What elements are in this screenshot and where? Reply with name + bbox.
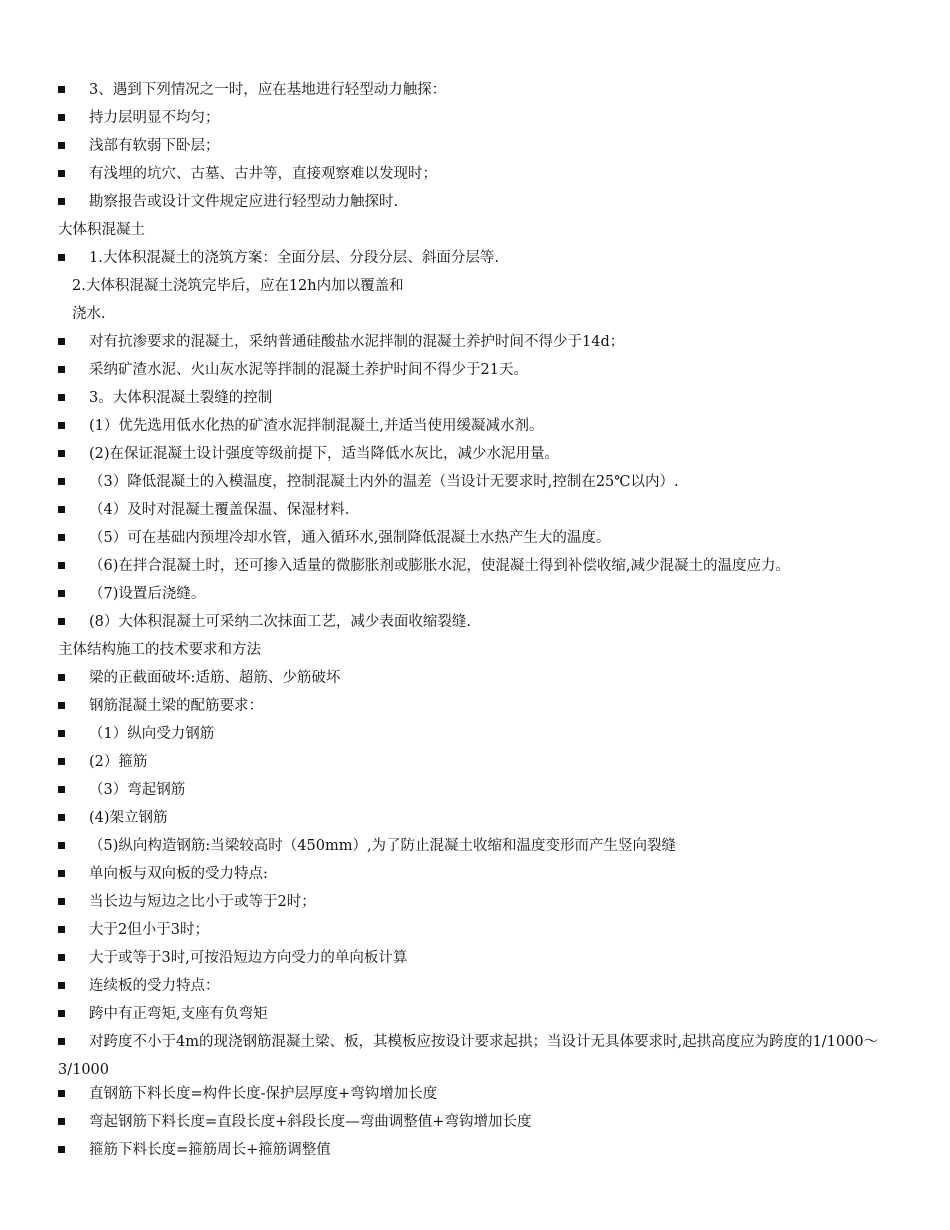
line-text: （7)设置后浇缝。	[89, 586, 206, 602]
bullet-item	[58, 836, 910, 856]
line-text: 连续板的受力特点：	[89, 978, 220, 994]
square-bullet-icon	[58, 170, 65, 177]
square-bullet-icon	[58, 674, 65, 681]
bullet-item	[58, 388, 910, 408]
section-heading	[58, 220, 910, 240]
square-bullet-icon	[58, 338, 65, 345]
bullet-item	[58, 136, 910, 156]
line-text: 箍筋下料长度=箍筋周长+箍筋调整值	[89, 1142, 331, 1158]
bullet-item	[58, 948, 910, 968]
bullet-item	[58, 1028, 910, 1084]
line-text: （1）纵向受力钢筋	[89, 726, 215, 742]
line-text: 1.大体积混凝土的浇筑方案：全面分层、分段分层、斜面分层等.	[89, 250, 499, 266]
line-text: 钢筋混凝土梁的配筋要求：	[89, 698, 263, 714]
line-text: （3）降低混凝土的入模温度，控制混凝土内外的温差（当设计无要求时,控制在25℃以内）.	[89, 474, 679, 490]
line-text: 当长边与短边之比小于或等于2时；	[89, 894, 316, 910]
bullet-item	[58, 500, 910, 520]
bullet-item	[58, 976, 910, 996]
line-text: （3）弯起钢筋	[89, 782, 186, 798]
bullet-item	[58, 1004, 910, 1024]
square-bullet-icon	[58, 142, 65, 149]
bullet-item	[58, 892, 910, 912]
line-text: 大于或等于3时,可按沿短边方向受力的单向板计算	[89, 950, 408, 966]
line-text: （4）及时对混凝土覆盖保温、保湿材料.	[89, 502, 350, 518]
bullet-item	[58, 1112, 910, 1132]
square-bullet-icon	[58, 926, 65, 933]
bullet-item	[58, 752, 910, 772]
line-text: (1）优先选用低水化热的矿渣水泥拌制混凝土,并适当使用缓凝减水剂。	[89, 418, 544, 434]
bullet-item	[58, 920, 910, 940]
line-text: 弯起钢筋下料长度=直段长度+斜段长度—弯曲调整值+弯钩增加长度	[89, 1114, 532, 1130]
bullet-item	[58, 164, 910, 184]
bullet-item	[58, 416, 910, 436]
bullet-item	[58, 108, 910, 128]
bullet-item	[58, 556, 910, 576]
line-text: 勘察报告或设计文件规定应进行轻型动力触探时.	[89, 194, 399, 210]
line-text: 3、遇到下列情况之一时，应在基地进行轻型动力触探：	[89, 82, 447, 98]
square-bullet-icon	[58, 758, 65, 765]
line-text: （5)纵向构造钢筋:当梁较高时（450mm）,为了防止混凝土收缩和温度变形而产生竖向裂缝	[89, 838, 677, 854]
bullet-item	[58, 248, 910, 268]
square-bullet-icon	[58, 982, 65, 989]
bullet-item	[58, 724, 910, 744]
bullet-item	[58, 80, 910, 100]
square-bullet-icon	[58, 898, 65, 905]
square-bullet-icon	[58, 422, 65, 429]
square-bullet-icon	[58, 590, 65, 597]
square-bullet-icon	[58, 394, 65, 401]
line-text: 对跨度不小于4m的现浇钢筋混凝土梁、板，其模板应按设计要求起拱；当设计无具体要求时,起拱高度应为跨度的1/1000～3/1000	[58, 1034, 879, 1078]
bullet-item	[58, 668, 910, 688]
square-bullet-icon	[58, 114, 65, 121]
square-bullet-icon	[58, 1010, 65, 1017]
line-text: （6)在拌合混凝土时，还可掺入适量的微膨胀剂或膨胀水泥，使混凝土得到补偿收缩,减少混凝土的温度应力。	[89, 558, 790, 574]
bullet-item	[58, 1140, 910, 1160]
square-bullet-icon	[58, 450, 65, 457]
square-bullet-icon	[58, 814, 65, 821]
square-bullet-icon	[58, 786, 65, 793]
line-text: 大于2但小于3时；	[89, 922, 209, 938]
bullet-item	[58, 864, 910, 884]
square-bullet-icon	[58, 254, 65, 261]
line-text: 浅部有软弱下卧层；	[89, 138, 220, 154]
line-text: (4)架立钢筋	[89, 810, 168, 826]
line-text: 持力层明显不均匀；	[89, 110, 220, 126]
line-text: 大体积混凝土	[58, 222, 145, 238]
square-bullet-icon	[58, 702, 65, 709]
bullet-item	[58, 612, 910, 632]
square-bullet-icon	[58, 1038, 65, 1045]
square-bullet-icon	[58, 1118, 65, 1125]
bullet-item	[58, 1084, 910, 1104]
indented-line	[72, 304, 910, 324]
square-bullet-icon	[58, 618, 65, 625]
line-text: (2)在保证混凝土设计强度等级前提下，适当降低水灰比，减少水泥用量。	[89, 446, 560, 462]
square-bullet-icon	[58, 478, 65, 485]
bullet-item	[58, 528, 910, 548]
line-text: 主体结构施工的技术要求和方法	[58, 642, 261, 658]
square-bullet-icon	[58, 1146, 65, 1153]
indented-line	[72, 276, 910, 296]
line-text: 直钢筋下料长度=构件长度-保护层厚度+弯钩增加长度	[89, 1086, 438, 1102]
bullet-item	[58, 584, 910, 604]
line-text: 单向板与双向板的受力特点:	[89, 866, 268, 882]
bullet-item	[58, 696, 910, 716]
square-bullet-icon	[58, 86, 65, 93]
line-text: 2.大体积混凝土浇筑完毕后，应在12h内加以覆盖和	[72, 278, 404, 294]
bullet-item	[58, 444, 910, 464]
line-text: 有浅埋的坑穴、古墓、古井等，直接观察难以发现时；	[89, 166, 437, 182]
line-text: 3。大体积混凝土裂缝的控制	[89, 390, 273, 406]
section-heading	[58, 640, 910, 660]
square-bullet-icon	[58, 198, 65, 205]
square-bullet-icon	[58, 954, 65, 961]
bullet-item	[58, 472, 910, 492]
line-text: 浇水.	[72, 306, 106, 322]
square-bullet-icon	[58, 562, 65, 569]
square-bullet-icon	[58, 1090, 65, 1097]
square-bullet-icon	[58, 506, 65, 513]
line-text: 梁的正截面破坏:适筋、超筋、少筋破坏	[89, 670, 341, 686]
square-bullet-icon	[58, 366, 65, 373]
line-text: （5）可在基础内预埋冷却水管，通入循环水,强制降低混凝土水热产生大的温度。	[89, 530, 611, 546]
square-bullet-icon	[58, 534, 65, 541]
line-text: 采纳矿渣水泥、火山灰水泥等拌制的混凝土养护时间不得少于21天。	[89, 362, 528, 378]
bullet-item	[58, 808, 910, 828]
line-text: 对有抗渗要求的混凝土，采纳普通硅酸盐水泥拌制的混凝土养护时间不得少于14d；	[89, 334, 625, 350]
bullet-item	[58, 780, 910, 800]
square-bullet-icon	[58, 730, 65, 737]
bullet-item	[58, 360, 910, 380]
line-text: (2）箍筋	[89, 754, 148, 770]
line-text: (8）大体积混凝土可采纳二次抹面工艺，减少表面收缩裂缝.	[89, 614, 471, 630]
bullet-item	[58, 192, 910, 212]
bullet-item	[58, 332, 910, 352]
square-bullet-icon	[58, 842, 65, 849]
line-text: 跨中有正弯矩,支座有负弯矩	[89, 1006, 268, 1022]
square-bullet-icon	[58, 870, 65, 877]
